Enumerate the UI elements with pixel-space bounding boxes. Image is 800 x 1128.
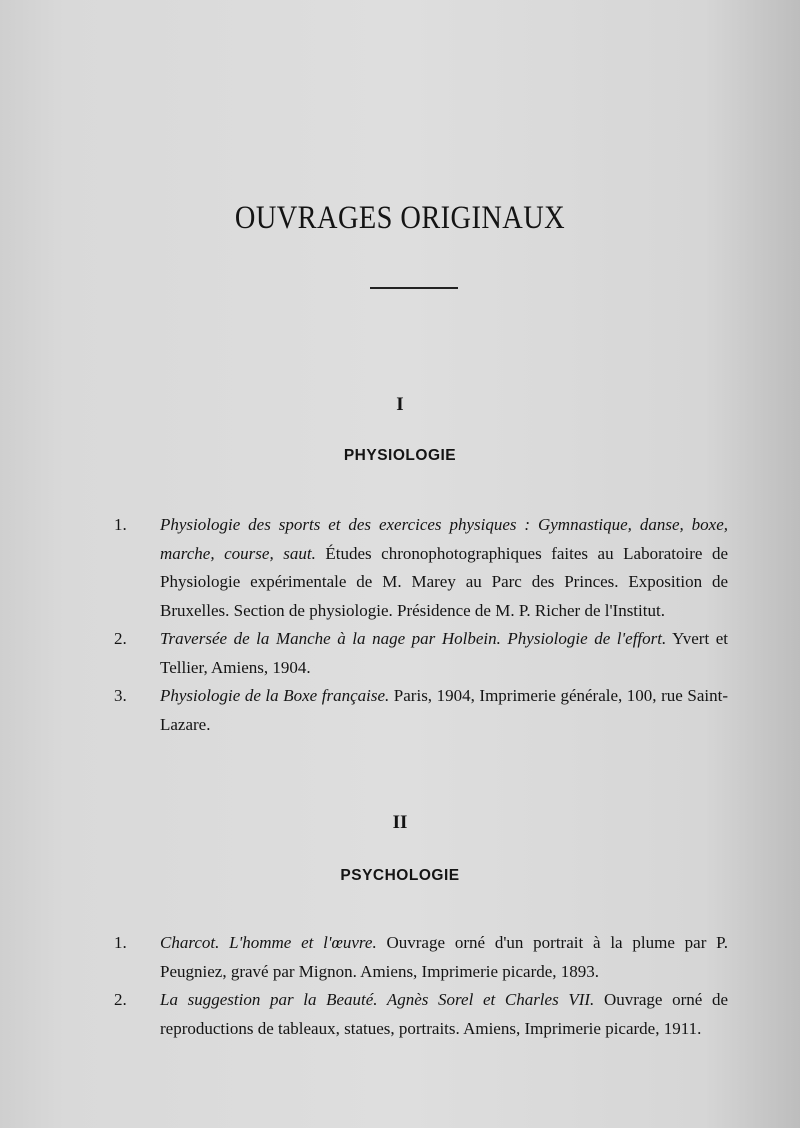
list-item [0,625,800,682]
item-number: 2. [114,629,127,648]
item-number: 1. [114,515,127,534]
list-item [0,511,800,625]
work-details: Ouvrage orné d'un portrait à la plume par P. Peugniez, gravé par Mignon. Amiens, Imprimerie picarde, 1893. [160,933,728,981]
bibliography-list [0,929,800,1043]
work-title: Physiologie des sports et des exercices physiques : Gymnastique, danse, boxe, marche, course, saut. [160,515,728,563]
work-title: Physiologie de la Boxe française. [160,686,390,705]
item-number: 3. [114,686,127,705]
work-details: Études chronophotographiques faites au Laboratoire de Physiologie expérimentale de M. Marey au Parc des Princes. Exposition de Bruxelles. Section de physiologie. Présidence de M. P. Richer de l'Institut. [160,543,728,620]
list-item [0,986,800,1043]
work-details: Yvert et Tellier, Amiens, 1904. [160,629,728,677]
work-title: La suggestion par la Beauté. Agnès Sorel et Charles VII. [160,990,595,1009]
list-item [0,682,800,739]
section-heading: PSYCHOLOGIE [340,867,460,884]
work-title: Traversée de la Manche à la nage par Holbein. Physiologie de l'effort. [160,629,667,648]
work-details: Paris, 1904, Imprimerie générale, 100, rue Saint-Lazare. [160,686,728,734]
page-title: OUVRAGES ORIGINAUX [234,200,566,236]
work-title: Charcot. L'homme et l'œuvre. [160,933,377,952]
bibliography-list [0,511,800,739]
section-heading: PHYSIOLOGIE [343,447,457,464]
title-divider [370,287,458,289]
work-details: Ouvrage orné de reproductions de tableaux, statues, portraits. Amiens, Imprimerie picarde, 1911. [160,990,728,1038]
item-number: 1. [114,933,127,952]
section-number: I [396,394,404,415]
list-item [0,929,800,986]
item-number: 2. [114,990,127,1009]
section-number: II [392,812,408,833]
